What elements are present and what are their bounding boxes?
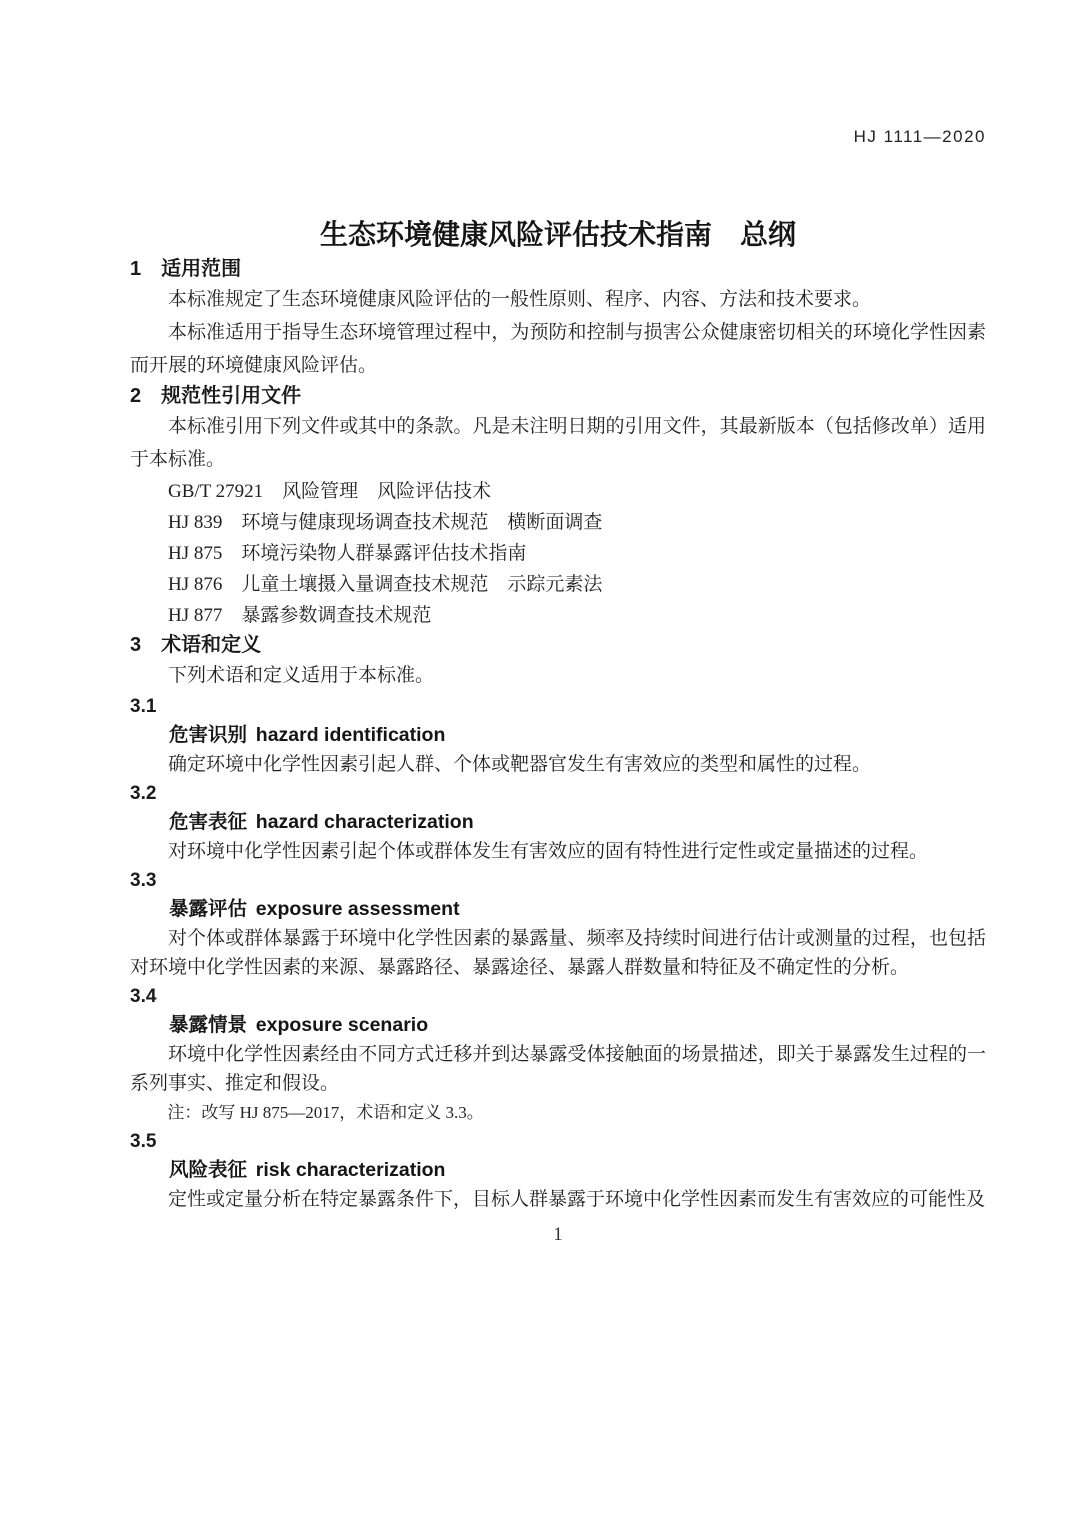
term-definition: 对环境中化学性因素引起个体或群体发生有害效应的固有特性进行定性或定量描述的过程。 [168, 841, 929, 862]
term-entry [130, 1127, 986, 1214]
term-title [130, 1011, 986, 1040]
term-definition: 对个体或群体暴露于环境中化学性因素的暴露量、频率及持续时间进行估计或测量的过程，也包括对环境中化学性因素的来源、暴露路径、暴露途径、暴露人群数量和特征及不确定性的分析。 [130, 928, 986, 978]
term-title-zh: 危害识别 [169, 724, 248, 746]
term-number: 3.5 [130, 1131, 157, 1152]
page-title: 生态环境健康风险评估技术指南 总纲 [319, 219, 796, 250]
term-title-zh: 暴露评估 [169, 898, 248, 920]
term-title-en: exposure assessment [255, 898, 460, 920]
term-title-en: hazard characterization [255, 811, 474, 833]
term-entry [130, 692, 986, 779]
paragraph: 本标准引用下列文件或其中的条款。凡是未注明日期的引用文件，其最新版本（包括修改单）适用于本标准。 [130, 416, 986, 470]
reference-item: GB/T 27921 风险管理 风险评估技术 [168, 481, 492, 502]
term-title [130, 721, 986, 750]
term-title [130, 1156, 986, 1185]
doc-number: HJ 1111—2020 [853, 127, 986, 146]
term-number: 3.3 [130, 870, 157, 891]
reference-item: HJ 875 环境污染物人群暴露评估技术指南 [168, 543, 527, 564]
term-entry [130, 982, 986, 1127]
term-title [130, 808, 986, 837]
term-title-zh: 危害表征 [169, 811, 248, 833]
section-normative-references [130, 382, 986, 631]
term-note: 注：改写 HJ 875—2017，术语和定义 3.3。 [167, 1103, 484, 1122]
reference-item: HJ 876 儿童土壤摄入量调查技术规范 示踪元素法 [168, 574, 603, 595]
term-definition: 环境中化学性因素经由不同方式迁移并到达暴露受体接触面的场景描述，即关于暴露发生过程的一系列事实、推定和假设。 [130, 1044, 986, 1094]
reference-item: HJ 839 环境与健康现场调查技术规范 横断面调查 [168, 512, 603, 533]
section-heading-scope: 1 适用范围 [130, 258, 242, 280]
section-heading-terms: 3 术语和定义 [130, 634, 262, 656]
term-title-en: exposure scenario [255, 1014, 429, 1036]
reference-list [130, 476, 986, 631]
section-terms-definitions [130, 631, 986, 1214]
page-number: 1 [553, 1224, 563, 1245]
term-number: 3.1 [130, 696, 157, 717]
term-definition: 定性或定量分析在特定暴露条件下，目标人群暴露于环境中化学性因素而发生有害效应的可能性及 [168, 1189, 986, 1210]
reference-item: HJ 877 暴露参数调查技术规范 [168, 605, 432, 626]
term-title-zh: 暴露情景 [169, 1014, 248, 1036]
section-scope [130, 255, 986, 382]
paragraph: 本标准规定了生态环境健康风险评估的一般性原则、程序、内容、方法和技术要求。 [168, 289, 872, 310]
paragraph: 下列术语和定义适用于本标准。 [168, 665, 435, 686]
section-heading-references: 2 规范性引用文件 [130, 385, 302, 407]
paragraph: 本标准适用于指导生态环境管理过程中，为预防和控制与损害公众健康密切相关的环境化学性因素而开展的环境健康风险评估。 [130, 322, 986, 376]
term-definition: 确定环境中化学性因素引起人群、个体或靶器官发生有害效应的类型和属性的过程。 [168, 754, 872, 775]
term-entry [130, 779, 986, 866]
term-title-en: hazard identification [255, 724, 446, 746]
term-title-zh: 风险表征 [169, 1159, 248, 1181]
term-entry [130, 866, 986, 982]
term-title [130, 895, 986, 924]
term-number: 3.2 [130, 783, 157, 804]
term-number: 3.4 [130, 986, 157, 1007]
term-title-en: risk characterization [255, 1159, 446, 1181]
